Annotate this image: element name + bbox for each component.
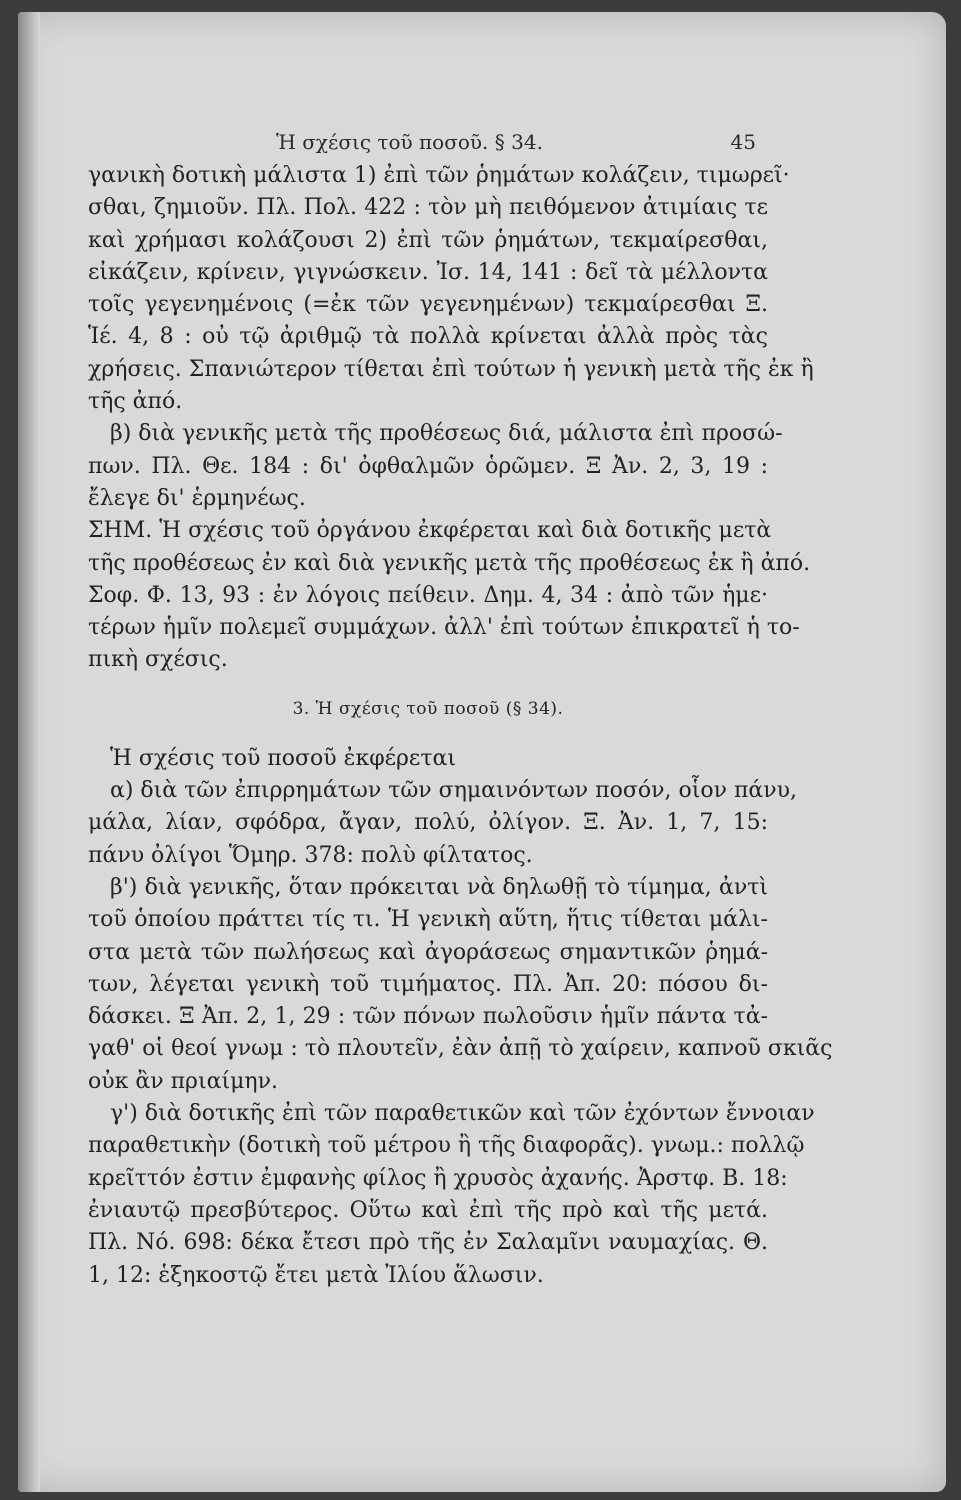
text-line: ἔλεγε δι' ἑρμηνέως. xyxy=(88,485,306,511)
text-line: στα μετὰ τῶν πωλήσεως καὶ ἀγοράσεως σημαντικῶν ῥημά- xyxy=(88,939,768,965)
text-line: Ἱέ. 4, 8 : οὐ τῷ ἀριθμῷ τὰ πολλὰ κρίνεται ἀλλὰ πρὸς τὰς xyxy=(88,324,768,350)
text-line: τῆς προθέσεως ἐν καὶ διὰ γενικῆς μετὰ τῆς προθέσεως ἐκ ἢ ἀπό. xyxy=(88,550,811,576)
text-line: Ἡ σχέσις τοῦ ποσοῦ ἐκφέρεται xyxy=(110,745,456,771)
text-line: τέρων ἡμῖν πολεμεῖ συμμάχων. ἀλλ' ἐπὶ τούτων ἐπικρατεῖ ἡ το- xyxy=(88,615,800,641)
text-line: γαθ' οἱ θεοί γνωμ : τὸ πλουτεῖν, ἐὰν ἀπῇ τὸ χαίρειν, καπνοῦ σκιᾶς xyxy=(88,1036,833,1062)
page-gutter xyxy=(18,12,40,1492)
text-line: ΣΗΜ. Ἡ σχέσις τοῦ ὀργάνου ἐκφέρεται καὶ διὰ δοτικῆς μετὰ xyxy=(88,518,772,544)
text-line: α) διὰ τῶν ἐπιρρημάτων τῶν σημαινόντων ποσόν, οἷον πάνυ, xyxy=(110,778,797,804)
text-line: β) διὰ γενικῆς μετὰ τῆς προθέσεως διά, μάλιστα ἐπὶ προσώ- xyxy=(110,421,783,447)
text-line: ἐνιαυτῷ πρεσβύτερος. Οὕτω καὶ ἐπὶ τῆς πρὸ καὶ τῆς μετά. xyxy=(88,1197,768,1223)
text-line: 1, 12: ἑξηκοστῷ ἔτει μετὰ Ἰλίου ἅλωσιν. xyxy=(88,1262,544,1288)
text-line: β') διὰ γενικῆς, ὅταν πρόκειται νὰ δηλωθῇ τὸ τίμημα, ἀντὶ xyxy=(110,874,768,900)
text-line: των, λέγεται γενικὴ τοῦ τιμήματος. Πλ. Ἀπ. 20: πόσου δι- xyxy=(88,971,768,997)
page-body xyxy=(88,160,833,1292)
text-line: τοῦ ὁποίου πράττει τίς τι. Ἡ γενικὴ αὕτη, ἥτις τίθεται μάλι- xyxy=(88,907,768,933)
page-number: 45 xyxy=(730,130,756,154)
text-line: γανικὴ δοτικὴ μάλιστα 1) ἐπὶ τῶν ῥημάτων κολάζειν, τιμωρεῖ· xyxy=(88,163,790,188)
text-line: πικὴ σχέσις. xyxy=(88,647,228,673)
text-line: Σοφ. Φ. 13, 93 : ἐν λόγοις πείθειν. Δημ. 4, 34 : ἀπὸ τῶν ἡμε· xyxy=(88,582,768,608)
text-line: εἰκάζειν, κρίνειν, γιγνώσκειν. Ἰσ. 14, 141 : δεῖ τὰ μέλλοντα xyxy=(88,259,768,285)
text-line: τῆς ἀπό. xyxy=(88,389,183,415)
text-line: Πλ. Νό. 698: δέκα ἔτεσι πρὸ τῆς ἐν Σαλαμῖνι ναυμαχίας. Θ. xyxy=(88,1230,768,1256)
section-heading: 3. Ἡ σχέσις τοῦ ποσοῦ (§ 34). xyxy=(292,698,564,719)
book-page xyxy=(18,12,946,1492)
running-header xyxy=(18,130,946,160)
running-title: Ἡ σχέσις τοῦ ποσοῦ. § 34. xyxy=(276,130,543,154)
text-line: καὶ χρήμασι κολάζουσι 2) ἐπὶ τῶν ῥημάτων, τεκμαίρεσθαι, xyxy=(88,227,768,253)
text-line: γ') διὰ δοτικῆς ἐπὶ τῶν παραθετικῶν καὶ τῶν ἐχόντων ἔννοιαν xyxy=(110,1101,815,1127)
text-line: τοῖς γεγενημένοις (=ἐκ τῶν γεγενημένων) τεκμαίρεσθαι Ξ. xyxy=(88,292,768,318)
text-line: χρήσεις. Σπανιώτερον τίθεται ἐπὶ τούτων ἡ γενικὴ μετὰ τῆς ἐκ ἢ xyxy=(88,356,814,382)
text-line: μάλα, λίαν, σφόδρα, ἄγαν, πολύ, ὀλίγον. Ξ. Ἀν. 1, 7, 15: xyxy=(88,810,768,836)
text-line: κρεῖττόν ἐστιν ἐμφανὴς φίλος ἢ χρυσὸς ἀχανής. Ἀρστφ. Β. 18: xyxy=(88,1165,788,1191)
text-line: παραθετικὴν (δοτικὴ τοῦ μέτρου ἢ τῆς διαφορᾶς). γνωμ.: πολλῷ xyxy=(88,1133,805,1159)
text-line: οὐκ ἂν πριαίμην. xyxy=(88,1068,278,1094)
text-line: πων. Πλ. Θε. 184 : δι' ὀφθαλμῶν ὁρῶμεν. Ξ Ἀν. 2, 3, 19 : xyxy=(88,453,768,479)
text-line: σθαι, ζημιοῦν. Πλ. Πολ. 422 : τὸν μὴ πειθόμενον ἀτιμίαις τε xyxy=(88,195,768,221)
text-line: πάνυ ὀλίγοι Ὅμηρ. 378: πολὺ φίλτατος. xyxy=(88,842,533,868)
text-line: δάσκει. Ξ Ἀπ. 2, 1, 29 : τῶν πόνων πωλοῦσιν ἡμῖν πάντα τἀ- xyxy=(88,1004,768,1030)
